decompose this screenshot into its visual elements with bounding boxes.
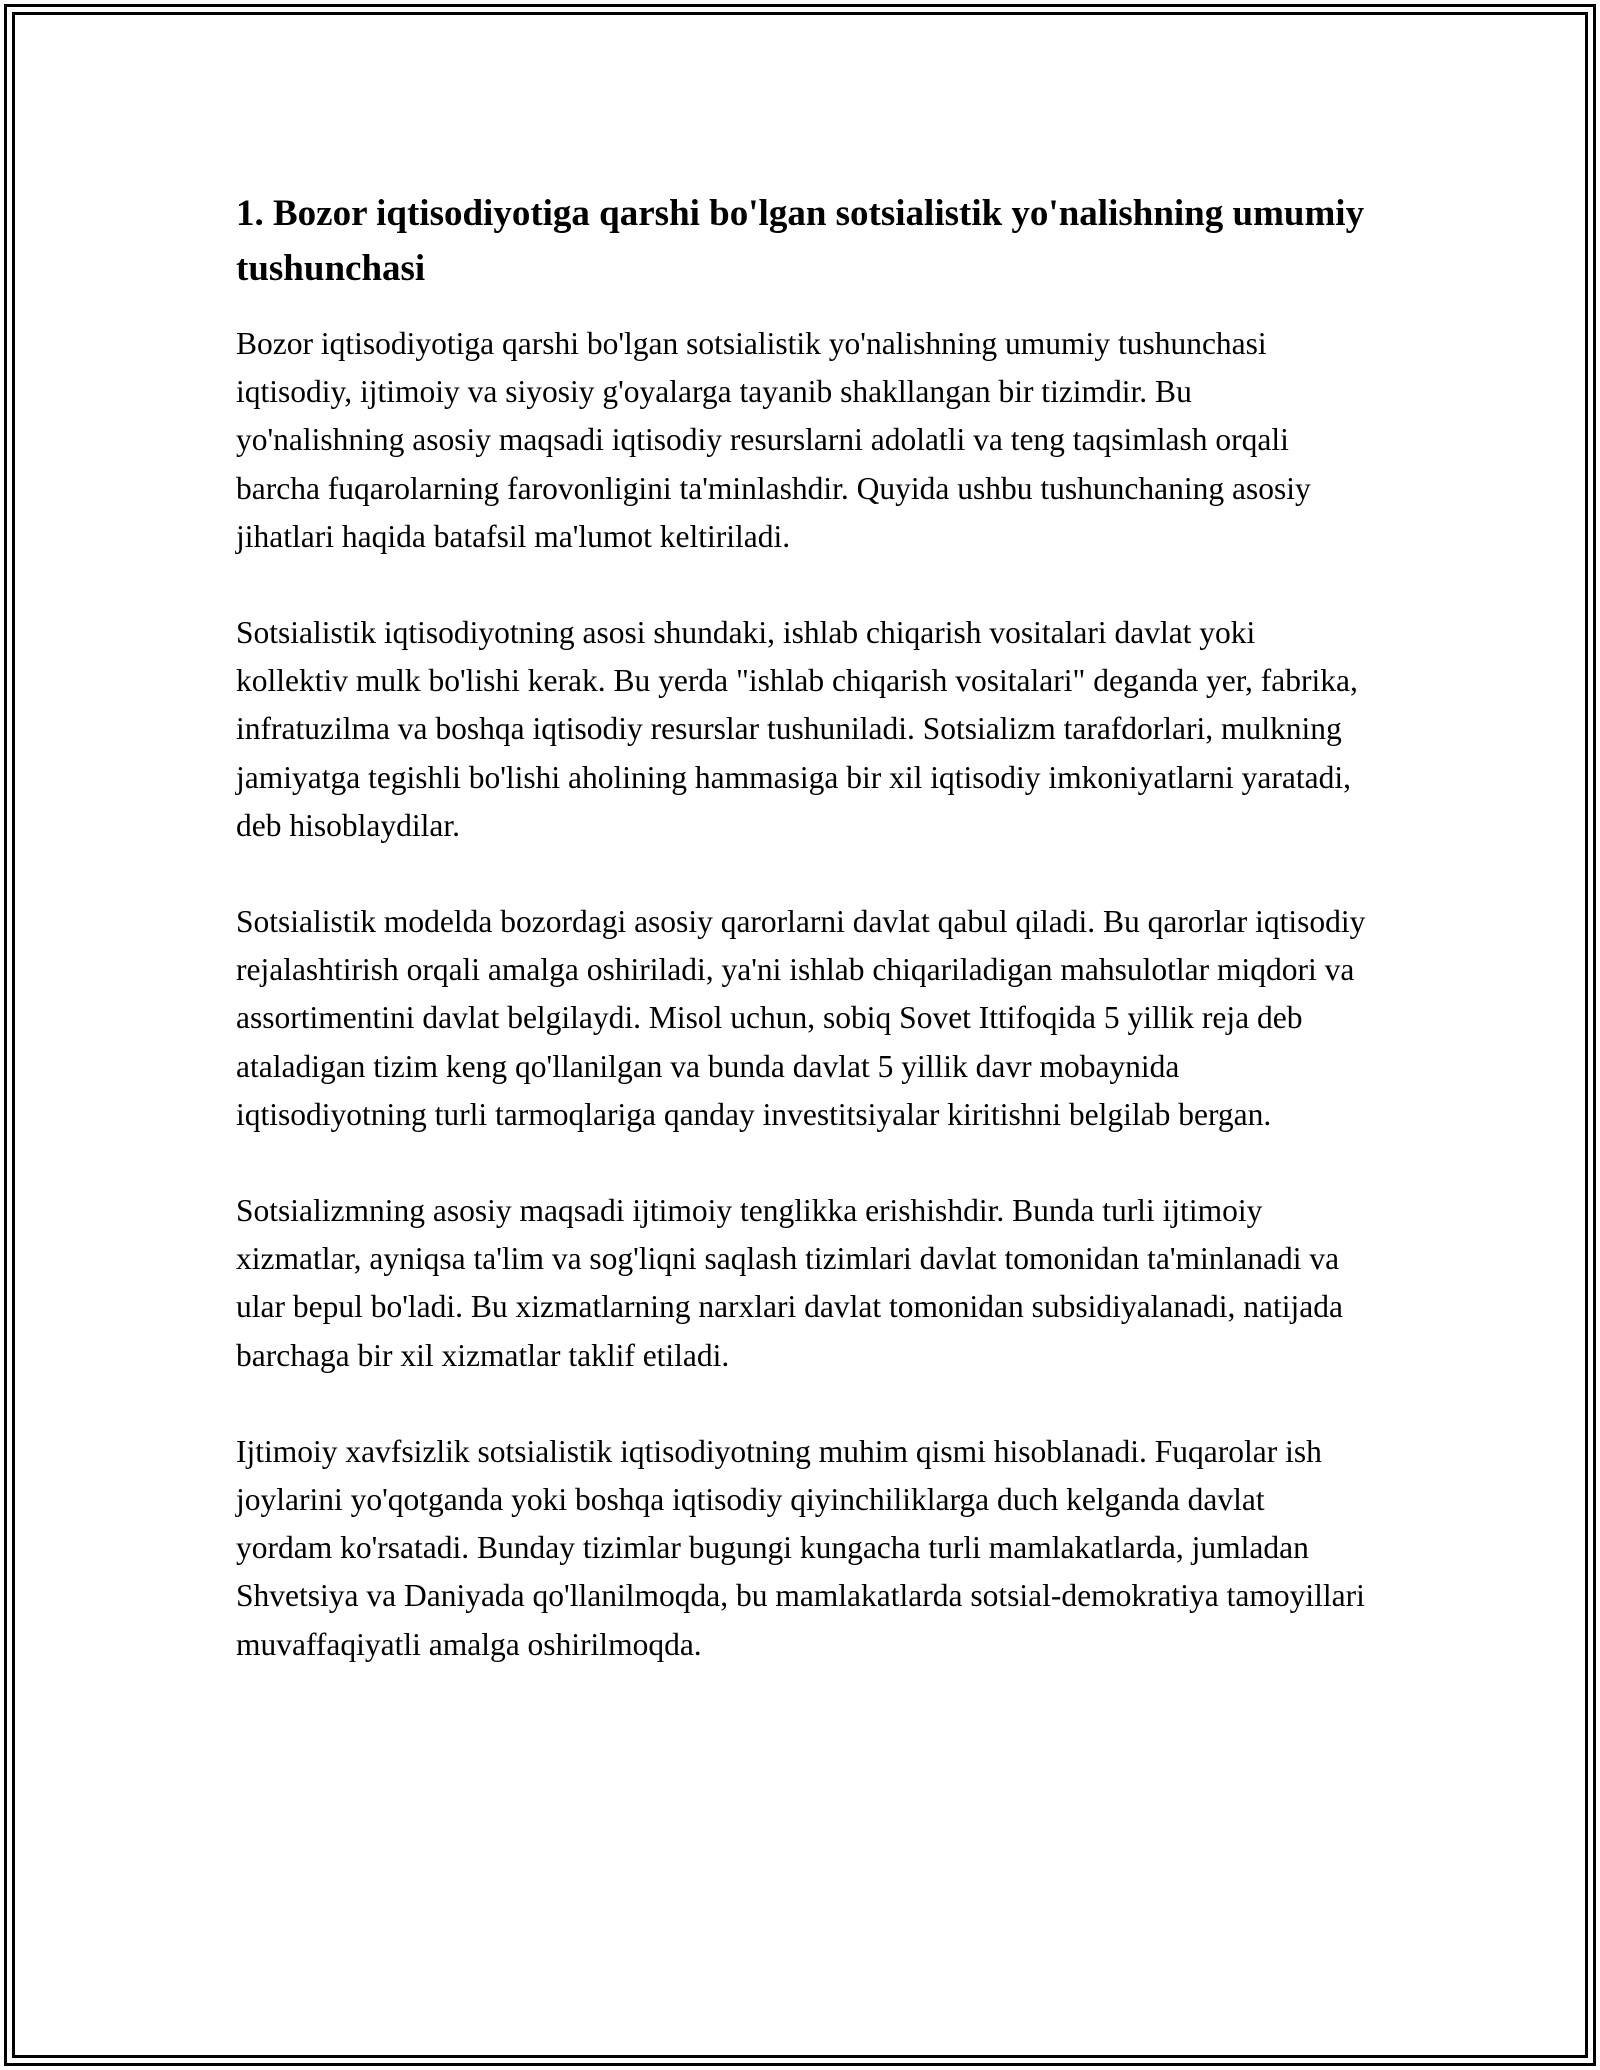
paragraph-4: Sotsializmning asosiy maqsadi ijtimoiy tenglikka erishishdir. Bunda turli ijtimoiy xizmatlar, ayniqsa ta'lim va sog'liqni saqlash tizimlari davlat tomonidan ta'minlanadi va ular bepul bo'ladi. Bu xizmatlarning narxlari davlat tomonidan subsidiyalanadi, natijada barchaga bir xil xizmatlar taklif etiladi. (236, 1193, 1344, 1373)
paragraph-2: Sotsialistik iqtisodiyotning asosi shundaki, ishlab chiqarish vositalari davlat yoki kollektiv mulk bo'lishi kerak. Bu yerda "ishlab chiqarish vositalari" deganda yer, fabrika, infratuzilma va boshqa iqtisodiy resurslar tushuniladi. Sotsializm tarafdorlari, mulkning jamiyatga tegishli bo'lishi aholining hammasiga bir xil iqtisodiy imkoniyatlarni yaratadi, deb hisoblaydilar. (236, 615, 1358, 843)
paragraph-3: Sotsialistik modelda bozordagi asosiy qarorlarni davlat qabul qiladi. Bu qarorlar iqtisodiy rejalashtirish orqali amalga oshiriladi, ya'ni ishlab chiqariladigan mahsulotlar miqdori va assortimentini davlat belgilaydi. Misol uchun, sobiq Sovet Ittifoqida 5 yillik reja deb ataladigan tizim keng qo'llanilgan va bunda davlat 5 yillik davr mobaynida iqtisodiyotning turli tarmoqlariga qanday investitsiyalar kiritishni belgilab bergan. (236, 904, 1366, 1132)
paragraph-5: Ijtimoiy xavfsizlik sotsialistik iqtisodiyotning muhim qismi hisoblanadi. Fuqarolar ish joylarini yo'qotganda yoki boshqa iqtisodiy qiyinchiliklarga duch kelganda davlat yordam ko'rsatadi. Bunday tizimlar bugungi kungacha turli mamlakatlarda, jumladan Shvetsiya va Daniyada qo'llanilmoqda, bu mamlakatlarda sotsial-demokratiya tamoyillari muvaffaqiyatli amalga oshirilmoqda. (236, 1433, 1365, 1662)
section-title: 1. Bozor iqtisodiyotiga qarshi bo'lgan sotsialistik yo'nalishning umumiy tushunchasi (236, 193, 1365, 289)
document-body (236, 186, 1366, 1717)
paragraph-1: Bozor iqtisodiyotiga qarshi bo'lgan sotsialistik yo'nalishning umumiy tushunchasi iqtisodiy, ijtimoiy va siyosiy g'oyalarga tayanib shakllangan bir tizimdir. Bu yo'nalishning asosiy maqsadi iqtisodiy resurslarni adolatli va teng taqsimlash orqali barcha fuqarolarning farovonligini ta'minlashdir. Quyida ushbu tushunchaning asosiy jihatlari haqida batafsil ma'lumot keltiriladi. (236, 326, 1311, 554)
